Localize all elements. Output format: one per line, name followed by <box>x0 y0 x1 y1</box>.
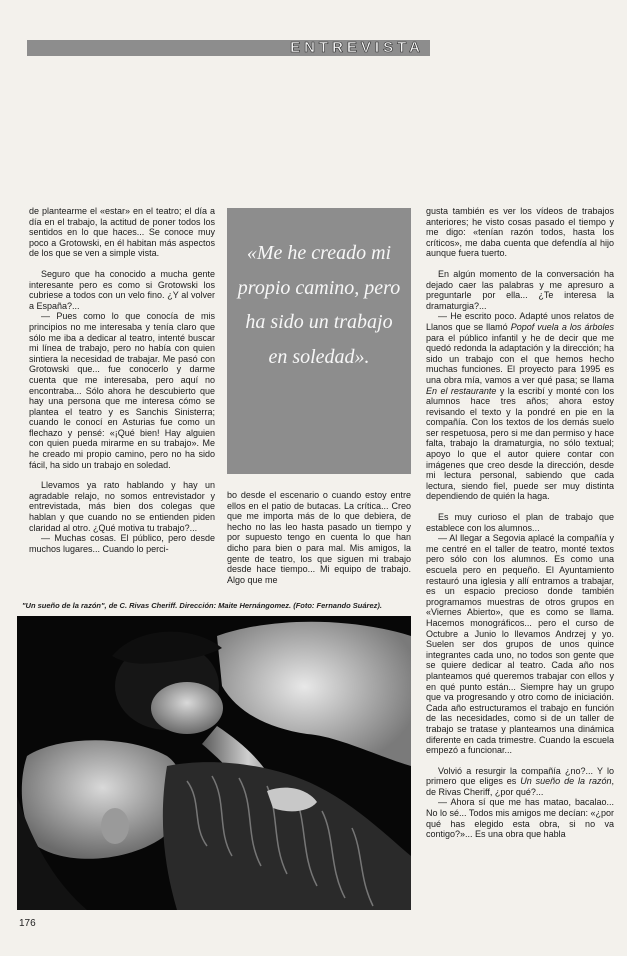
question-paragraph: Llevamos ya rato hablando y hay un agradable relajo, no somos entrevistador y entrevistada, más bien dos colegas que hablan y que cuando no se entienden piden claridad al otro. ¿Qué motiva tu trabajo?... <box>29 480 215 533</box>
stage-photo-illustration <box>17 616 411 910</box>
stage-photo <box>17 616 411 910</box>
text-run: y la escribí y monté con los alumnos hace tres años; ahora estoy revisando el texto y la pondré en pie en la compañía. Con los textos de los demás suelo ser respetuosa, pero si me dan permiso y hace falta, trabajo la dramaturgia, no sólo textual; apoyo lo que el autor quiere contar con imágenes que creo desde la dirección, desde mi lectura personal, sabiendo que cada lectura, siendo fiel, puede ser muy distinta dependiendo de quién la haga. <box>426 385 615 502</box>
question-paragraph: Seguro que ha conocido a mucha gente interesante pero es como si Grotowski los cubriese a todos con un velo fino. ¿Y al volver a España?... <box>29 268 215 311</box>
question-paragraph <box>426 766 614 798</box>
work-title: En el restaurante <box>426 385 497 396</box>
paragraph: bo desde el escenario o cuando estoy entre ellos en el patio de butacas. La crítica... Creo que me importa más de lo que debiera, de hecho no las leo hasta pasado un tiempo y por supuesto tengo en cuenta lo que han dicho para bien o para mal. Mis amigos, la gente de teatro, los que siguen mi trabajo desde hace tiempo... Mi equipo de trabajo. Algo que me <box>227 490 411 585</box>
article-column-2 <box>227 490 411 585</box>
answer-paragraph: — Pues como lo que conocía de mis principios no me interesaba y tenía claro que sólo me iba a dedicar al teatro, intenté buscar mi línea de trabajo, pero no había con quien sintiera la necesidad de trabajar. Me pasó con Grotowski que... fue conocerlo y darme cuenta que me interesaba, pero aquí no encontraba... Sólo ahora he descubierto que hay una persona que me interesa cómo se plantea el teatro y es Sanchis Sinisterra; cuando le conocí en Asturias fue como un flechazo y pensé: «¡Qué bien! Hay alguien con quien pueda mirarme en su trabajo». Me he creado mi propio camino, pero no ha sido fácil, ha sido un trabajo en soledad. <box>29 311 215 470</box>
article-column-3 <box>426 206 614 840</box>
pull-quote-box <box>227 208 411 474</box>
text-run: — He escrito poco. Adapté unos relatos de Llanos que se llamó <box>426 311 614 332</box>
section-title: ENTREVISTA <box>290 39 424 56</box>
text-run: para el público infantil y he de decir que me quedó redonda la adaptación y la dirección; ha sido un trabajo con el que hemos hecho muchas funciones. El proyecto para 1995 es una obra mía, vamos a ver qué pasa; se llama <box>426 332 614 385</box>
answer-paragraph: — Ahora sí que me has matao, bacalao... No lo sé... Todos mis amigos me decían: «¿por qué has elegido esta obra, si no va contigo?»... Es una obra que habla <box>426 797 614 840</box>
paragraph: gusta también es ver los vídeos de trabajos anteriores; he visto cosas pasado el tiempo y me digo: «tenían razón todos, hasta los críticos», me daba cuenta que defendía al hijo aunque fuera tuerto. <box>426 206 614 259</box>
answer-paragraph <box>426 311 614 502</box>
article-column-1 <box>29 206 215 554</box>
answer-paragraph: — Al llegar a Segovia aplacé la compañía y me centré en el taller de teatro, monté textos pero sólo con los alumnos. Es como una escuela pero en pequeño. El Ayuntamiento restauró una iglesia y allí entramos a trabajar, es un espacio precioso donde también programamos muestras de otros grupos en «Viernes Abierto», que es como se llama. Hacemos monográficos... pero el curso de Octubre a Junio lo llevamos Andrzej y yo. Suelen ser dos grupos de unos quince integrantes cada uno, no todos son gente que se quiere dedicar al teatro. Cada año nos planteamos qué queremos trabajar con ellos y en qué punto están... Siempre hay un grupo que va progresando y otro como de iniciación. Cada año estructuramos el trabajo en función de las necesidades, como si de un taller de trabajo se tratase y planteamos una dinámica diferente en cada trimestre. Cuando la escuela empezó a funcionar... <box>426 533 614 756</box>
pull-quote-text: «Me he creado mi propio camino, pero ha sido un trabajo en soledad». <box>237 242 401 368</box>
work-title: Popof vuela a los árboles <box>510 321 614 332</box>
answer-paragraph: — Muchas cosas. El público, pero desde muchos lugares... Cuando lo perci- <box>29 533 215 554</box>
question-paragraph: Es muy curioso el plan de trabajo que establece con los alumnos... <box>426 512 614 533</box>
question-paragraph: En algún momento de la conversación ha dejado caer las palabras y me apresuro a preguntarle por ella... ¿Te interesa la dramaturgia?... <box>426 268 614 311</box>
page-number: 176 <box>19 918 36 929</box>
text-run: Volvió a resurgir la compañía ¿no?... Y lo primero que eliges es <box>426 765 614 787</box>
section-header-bar <box>27 40 430 56</box>
photo-caption: "Un sueño de la razón", de C. Rivas Cheriff. Dirección: Maite Hernángomez. (Foto: Fernando Suárez). <box>22 601 382 610</box>
text-run: , de Rivas Cheriff, ¿por qué?... <box>426 776 614 797</box>
paragraph: de plantearme el «estar» en el teatro; el día a día en el trabajo, la actitud de poner todos los sentidos en lo que haces... Se conoce muy poco a Grotowski, en él habitan más aspectos de los que se ven a simple vista. <box>29 206 215 259</box>
work-title: Un sueño de la razón <box>520 776 612 787</box>
